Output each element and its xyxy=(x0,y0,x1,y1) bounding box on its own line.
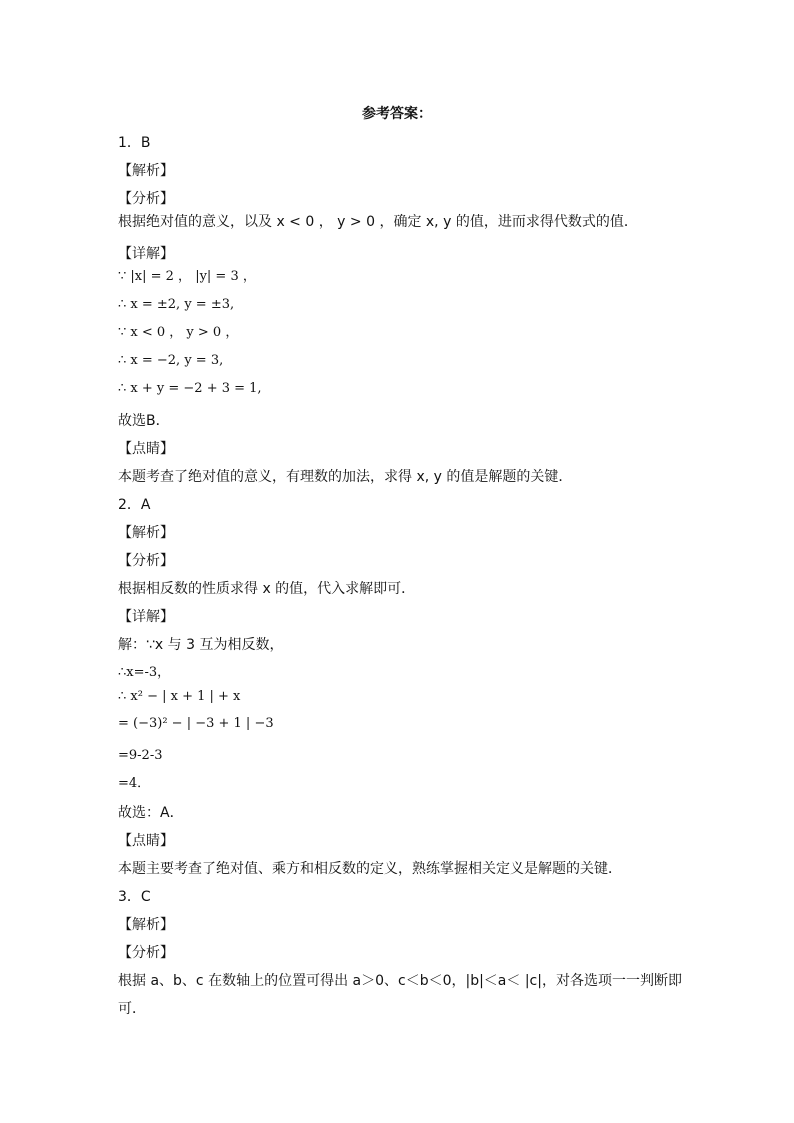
math-line: ∴ x = −2, y = 3, xyxy=(118,353,224,368)
text-line: 解：∵x 与 3 互为相反数， xyxy=(118,637,284,653)
math-line: ∴ x + y = −2 + 3 = 1, xyxy=(118,381,262,396)
section-heading: 【分析】 xyxy=(118,553,174,569)
text-line: 根据绝对值的意义，以及 x < 0 ， y > 0 ，确定 x, y 的值，进而求得代数式的值． xyxy=(118,214,638,230)
math-line: ∴x=-3， xyxy=(118,665,171,680)
section-heading: 【解析】 xyxy=(118,163,174,179)
text-line: 故选：A． xyxy=(118,805,184,821)
math-line: ∵ |x| = 2 ， |y| = 3 ， xyxy=(118,269,256,284)
section-heading: 【分析】 xyxy=(118,945,174,961)
math-line: ∴ x = ±2, y = ±3, xyxy=(118,297,235,312)
section-heading: 【解析】 xyxy=(118,525,174,541)
text-line: 本题考查了绝对值的意义，有理数的加法，求得 x, y 的值是解题的关键． xyxy=(118,469,573,485)
math-line: ∵ x < 0 ， y > 0 ， xyxy=(118,325,239,340)
section-heading: 【详解】 xyxy=(118,246,174,262)
math-line: =9-2-3 xyxy=(118,748,163,763)
text-line: 故选B． xyxy=(118,413,170,429)
question-number: 1．B xyxy=(118,135,151,151)
text-line: 可． xyxy=(118,1001,146,1017)
math-line: ∴ x² − | x + 1 | + x xyxy=(118,689,241,704)
section-heading: 【详解】 xyxy=(118,609,174,625)
section-heading: 【解析】 xyxy=(118,917,174,933)
text-line: 本题主要考查了绝对值、乘方和相反数的定义，熟练掌握相关定义是解题的关键． xyxy=(118,861,622,877)
math-line: = (−3)² − | −3 + 1 | −3 xyxy=(118,716,274,731)
math-line: =4． xyxy=(118,776,151,791)
question-number: 3．C xyxy=(118,889,151,905)
text-line: 根据相反数的性质求得 x 的值，代入求解即可． xyxy=(118,581,416,597)
section-heading: 【分析】 xyxy=(118,191,174,207)
section-heading: 【点睛】 xyxy=(118,833,174,849)
question-number: 2．A xyxy=(118,497,151,513)
page-title: 参考答案： xyxy=(362,106,432,122)
text-line: 根据 a、b、c 在数轴上的位置可得出 a＞0、c＜b＜0，|b|＜a＜ |c|，对各选项一一判断即 xyxy=(118,973,682,989)
section-heading: 【点睛】 xyxy=(118,441,174,457)
